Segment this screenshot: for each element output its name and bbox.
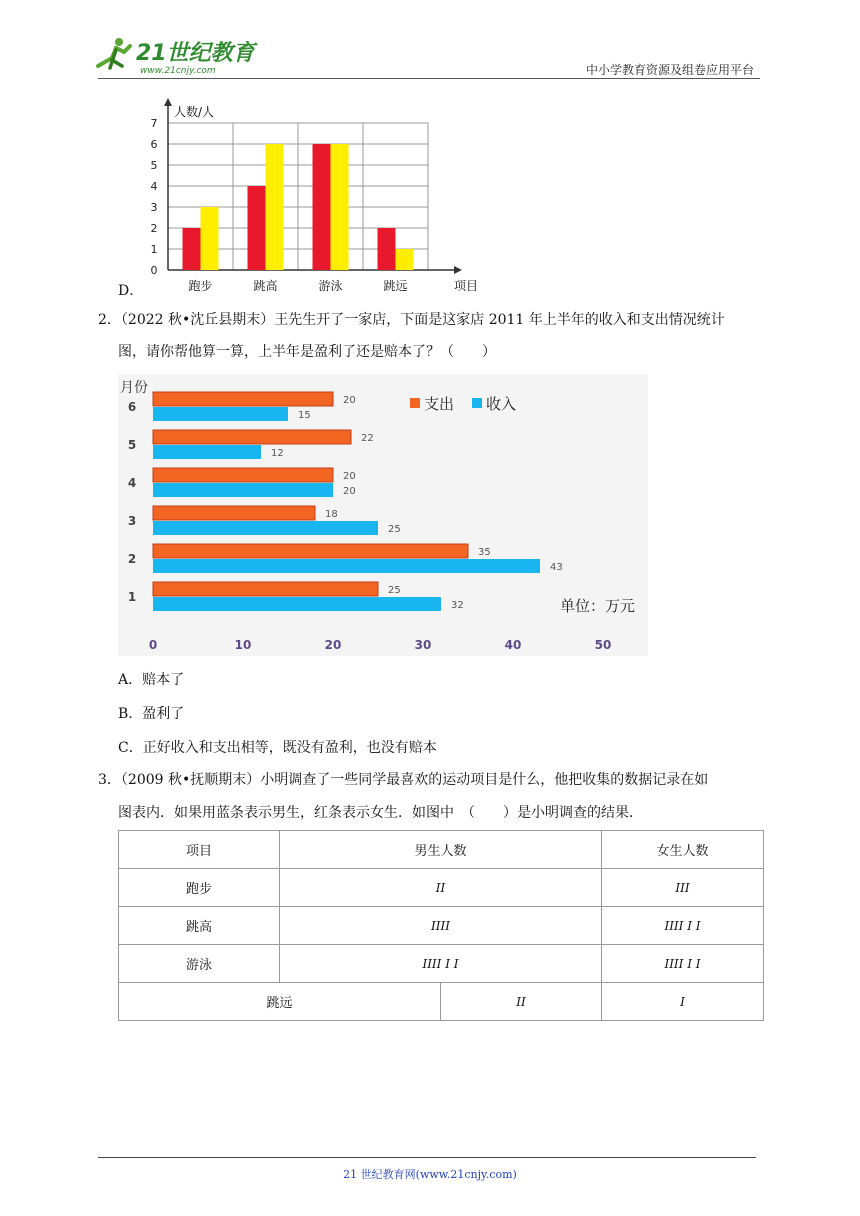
data-label: 22 <box>361 433 374 444</box>
bar <box>396 249 414 270</box>
table-cell: 跳远 <box>119 983 441 1021</box>
y-tick-label: 0 <box>150 264 158 277</box>
svg-text:21世纪教育: 21世纪教育 <box>136 41 255 66</box>
bar <box>153 483 333 497</box>
legend-swatch <box>472 398 482 408</box>
q3-text-line1: 3．（2009 秋•抚顺期末）小明调查了一些同学最喜欢的运动项目是什么，他把收集的数据记录在如 <box>98 772 709 788</box>
bar <box>331 144 349 270</box>
bar <box>201 207 219 270</box>
y-tick-label: 5 <box>127 438 137 452</box>
bar <box>153 597 441 611</box>
data-label: 18 <box>325 509 338 520</box>
x-tick-label: 20 <box>324 638 342 652</box>
unit-label: 单位：万元 <box>560 597 636 615</box>
table-cell: 跳高 <box>119 907 280 945</box>
table-header-cell: 项目 <box>119 831 280 869</box>
y-tick-label: 2 <box>150 222 158 235</box>
q2-horizontal-bar-chart <box>118 374 648 656</box>
table-cell: 游泳 <box>119 945 280 983</box>
data-label: 15 <box>298 410 311 421</box>
x-tick-label: 10 <box>234 638 252 652</box>
table-row <box>119 983 764 1021</box>
x-axis-arrow-icon <box>454 266 462 274</box>
legend-label: 支出 <box>424 395 455 413</box>
data-label: 32 <box>451 600 464 611</box>
y-tick-label: 5 <box>150 159 158 172</box>
svg-text:www.21cnjy.com: www.21cnjy.com <box>140 66 216 76</box>
y-tick-label: 7 <box>150 117 158 130</box>
table-cell: II <box>441 983 602 1021</box>
q2-option-a: A．赔本了 <box>118 672 185 688</box>
bar <box>153 445 261 459</box>
table-cell: IIII <box>280 907 602 945</box>
footer-divider <box>98 1157 756 1158</box>
y-axis-arrow-icon <box>164 98 172 106</box>
bar <box>153 559 540 573</box>
bar <box>153 582 378 596</box>
table-cell: 跑步 <box>119 869 280 907</box>
table-cell: IIII I I <box>602 945 764 983</box>
x-tick-label: 跳远 <box>383 279 408 293</box>
table-row <box>119 945 764 983</box>
bar <box>313 144 331 270</box>
x-tick-label: 跑步 <box>188 279 213 293</box>
bar <box>183 228 201 270</box>
data-label: 35 <box>478 547 491 558</box>
table-header-cell: 女生人数 <box>602 831 764 869</box>
x-tick-label: 跳高 <box>253 279 278 293</box>
bar <box>153 430 351 444</box>
data-label: 43 <box>550 562 563 573</box>
q3-tally-table <box>118 830 764 1021</box>
x-axis-label: 项目 <box>454 279 478 293</box>
bar <box>153 544 468 558</box>
y-tick-label: 3 <box>127 514 137 528</box>
y-tick-label: 6 <box>127 400 137 414</box>
q2-text-line1: 2．（2022 秋•沈丘县期末）王先生开了一家店，下面是这家店 2011 年上半年的收入和支出情况统计 <box>98 312 725 328</box>
x-tick-label: 40 <box>504 638 522 652</box>
x-tick-label: 0 <box>148 638 158 652</box>
q2-option-c: C．正好收入和支出相等，既没有盈利，也没有赔本 <box>118 740 437 756</box>
header-divider <box>98 78 760 79</box>
y-axis-label: 月份 <box>120 380 148 396</box>
y-tick-label: 6 <box>150 138 158 151</box>
y-tick-label: 1 <box>150 243 158 256</box>
bar <box>153 506 315 520</box>
q1-bar-chart <box>118 96 478 296</box>
bar <box>248 186 266 270</box>
table-cell: IIII I I <box>602 907 764 945</box>
q3-text-line2: 图表内．如果用蓝条表示男生，红条表示女生．如图中 （ ）是小明调查的结果． <box>118 805 643 821</box>
legend-swatch <box>410 398 420 408</box>
footer-text: 21 世纪教育网(www.21cnjy.com) <box>343 1168 517 1181</box>
data-label: 20 <box>343 486 356 497</box>
header-platform-text: 中小学教育资源及组卷应用平台 <box>585 63 754 77</box>
bar <box>153 392 333 406</box>
y-tick-label: 1 <box>127 590 137 604</box>
q2-text-line2: 图，请你帮他算一算，上半年是盈利了还是赔本了？（ ） <box>118 344 496 360</box>
site-logo <box>92 36 262 80</box>
bar <box>266 144 284 270</box>
table-cell: I <box>602 983 764 1021</box>
data-label: 12 <box>271 448 284 459</box>
bar <box>378 228 396 270</box>
y-tick-label: 4 <box>150 180 158 193</box>
x-tick-label: 50 <box>594 638 612 652</box>
data-label: 20 <box>343 471 356 482</box>
x-tick-label: 游泳 <box>318 279 343 293</box>
data-label: 25 <box>388 585 401 596</box>
legend-label: 收入 <box>486 395 517 413</box>
bar <box>153 407 288 421</box>
table-cell: IIII I I <box>280 945 602 983</box>
x-tick-label: 30 <box>414 638 432 652</box>
table-header-cell: 男生人数 <box>280 831 602 869</box>
table-cell: III <box>602 869 764 907</box>
table-row <box>119 869 764 907</box>
data-label: 25 <box>388 524 401 535</box>
y-axis-label: 人数/人 <box>174 105 215 119</box>
y-tick-label: 3 <box>150 201 158 214</box>
table-row <box>119 907 764 945</box>
q1-option-d-label: D． <box>118 283 144 299</box>
runner-logo-icon <box>98 38 130 68</box>
y-tick-label: 4 <box>127 476 137 490</box>
y-tick-label: 2 <box>127 552 137 566</box>
table-cell: II <box>280 869 602 907</box>
q2-option-b: B．盈利了 <box>118 706 185 722</box>
bar <box>153 521 378 535</box>
data-label: 20 <box>343 395 356 406</box>
table-header-row <box>119 831 764 869</box>
bar <box>153 468 333 482</box>
